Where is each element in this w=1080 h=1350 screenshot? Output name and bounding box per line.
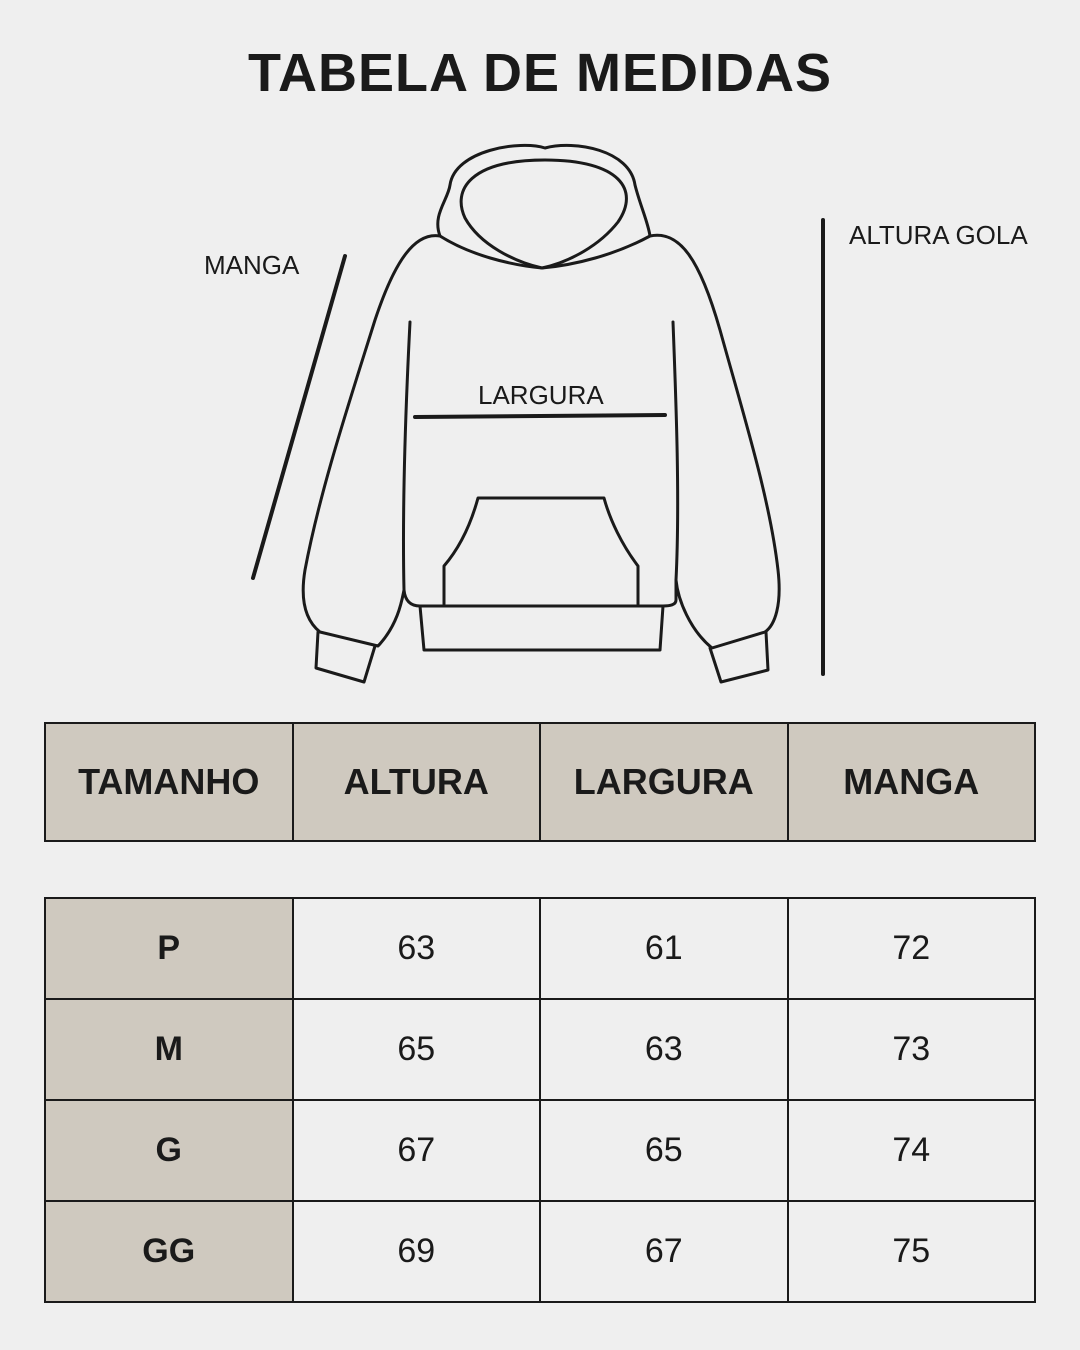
altura-cell: 65 (293, 999, 541, 1100)
altura-gola-label: ALTURA GOLA (849, 220, 1028, 250)
header-manga: MANGA (788, 723, 1036, 841)
largura-cell: 63 (540, 999, 788, 1100)
altura-cell: 67 (293, 1100, 541, 1201)
hoodie-illustration (0, 130, 1080, 700)
header-altura: ALTURA (293, 723, 541, 841)
table-row (45, 1201, 1035, 1302)
header-tamanho: TAMANHO (45, 723, 293, 841)
manga-label: MANGA (204, 250, 300, 280)
size-cell: GG (45, 1201, 293, 1302)
header-largura: LARGURA (540, 723, 788, 841)
largura-cell: 65 (540, 1100, 788, 1201)
left-side-seam (403, 322, 410, 590)
manga-measure-line (253, 256, 345, 578)
hood-inner (461, 160, 626, 268)
manga-cell: 74 (788, 1100, 1036, 1201)
altura-cell: 63 (293, 898, 541, 999)
altura-cell: 69 (293, 1201, 541, 1302)
size-cell: P (45, 898, 293, 999)
largura-cell: 67 (540, 1201, 788, 1302)
size-cell: G (45, 1100, 293, 1201)
manga-cell: 73 (788, 999, 1036, 1100)
kangaroo-pocket (444, 498, 638, 604)
largura-label: LARGURA (478, 380, 604, 410)
manga-cell: 72 (788, 898, 1036, 999)
manga-cell: 75 (788, 1201, 1036, 1302)
waistband (420, 606, 663, 650)
hoodie-body (303, 235, 779, 648)
size-cell: M (45, 999, 293, 1100)
table-row (45, 898, 1035, 999)
right-side-seam (673, 322, 678, 580)
header-row (45, 723, 1035, 841)
table-row (45, 1100, 1035, 1201)
largura-cell: 61 (540, 898, 788, 999)
largura-measure-line (415, 415, 665, 417)
page-title: TABELA DE MEDIDAS (248, 43, 832, 103)
hoodie-measurement-diagram (0, 130, 1080, 700)
size-table (44, 897, 1036, 1303)
table-row (45, 999, 1035, 1100)
size-table-header (44, 722, 1036, 842)
